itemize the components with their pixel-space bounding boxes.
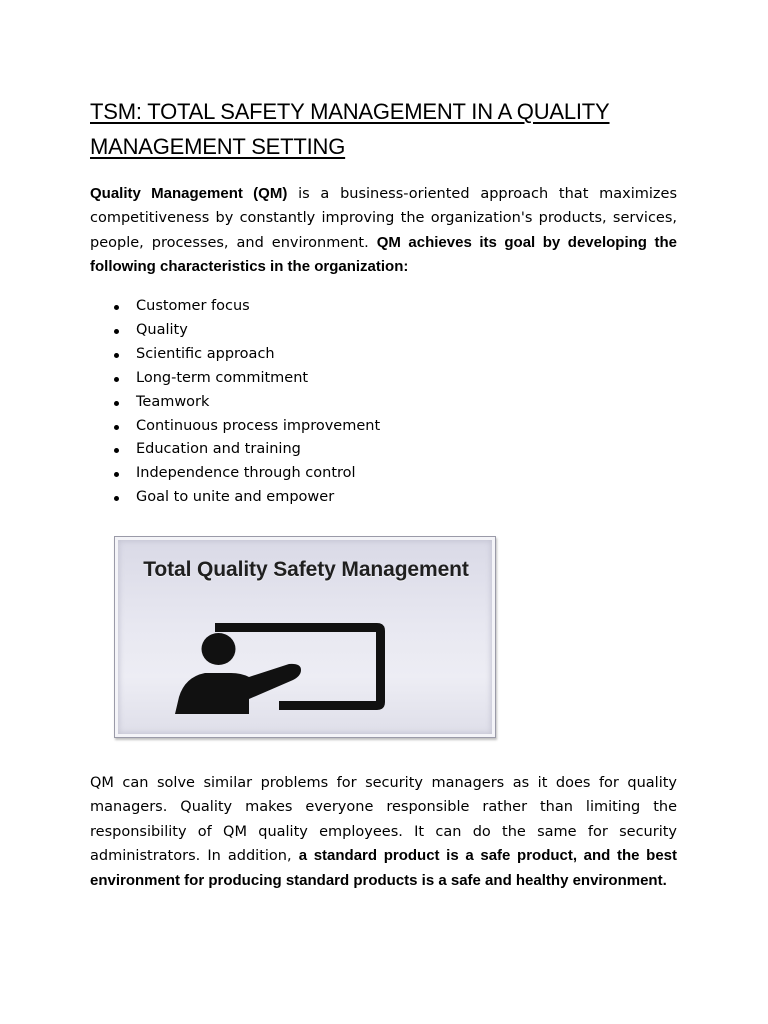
- list-item: [114, 295, 380, 319]
- bullet-icon: [114, 353, 119, 358]
- list-item-label: Education and training: [136, 441, 301, 458]
- bullet-icon: [114, 425, 119, 430]
- intro-term: Quality Management (QM): [90, 185, 288, 202]
- list-item: [114, 319, 380, 343]
- intro-emphasis: QM achieves its goal by developing the following characteristics in the organization:: [90, 233, 678, 276]
- list-item-label: Scientific approach: [136, 345, 275, 362]
- bullet-icon: [114, 496, 119, 501]
- list-item-label: Continuous process improvement: [136, 417, 381, 434]
- list-item: [114, 343, 380, 367]
- list-item-label: Independence through control: [136, 465, 356, 482]
- bullet-icon: [114, 448, 119, 453]
- bullet-icon: [114, 305, 119, 310]
- list-item: [114, 462, 380, 486]
- list-item-label: Quality: [136, 321, 188, 338]
- conclusion-emphasis: a standard product is a safe product, and the best environment for producing standard products is a safe and healthy environment.: [90, 847, 677, 889]
- list-item: [114, 486, 380, 510]
- intro-paragraph: [90, 182, 677, 280]
- characteristics-list: [114, 295, 380, 510]
- list-item-label: Customer focus: [136, 298, 250, 314]
- conclusion-paragraph: [90, 771, 677, 893]
- figure-caption: Total Quality Safety Management: [143, 558, 469, 581]
- conclusion-text: QM can solve similar problems for security managers as it does for quality managers. Quality makes everyone responsible rather than limiting the responsibility of QM quality employees. It can do the same for security administrators. In addition,: [90, 775, 677, 865]
- intro-text: is a business-oriented approach that maximizes competitiveness by constantly improving the organization's products, services, people, processes, and environment.: [90, 186, 677, 251]
- list-item: [114, 391, 380, 415]
- list-item: [114, 367, 380, 391]
- bullet-icon: [114, 377, 119, 382]
- bullet-icon: [114, 472, 119, 477]
- tqsm-figure: [114, 536, 496, 738]
- list-item-label: Goal to unite and empower: [136, 489, 335, 506]
- bullet-icon: [114, 401, 119, 406]
- bullet-icon: [114, 329, 119, 334]
- list-item: [114, 415, 380, 439]
- page-title: TSM: TOTAL SAFETY MANAGEMENT IN A QUALITY MANAGEMENT SETTING: [90, 99, 610, 159]
- list-item: [114, 438, 380, 462]
- list-item-label: Teamwork: [136, 393, 210, 410]
- list-item-label: Long-term commitment: [136, 369, 309, 386]
